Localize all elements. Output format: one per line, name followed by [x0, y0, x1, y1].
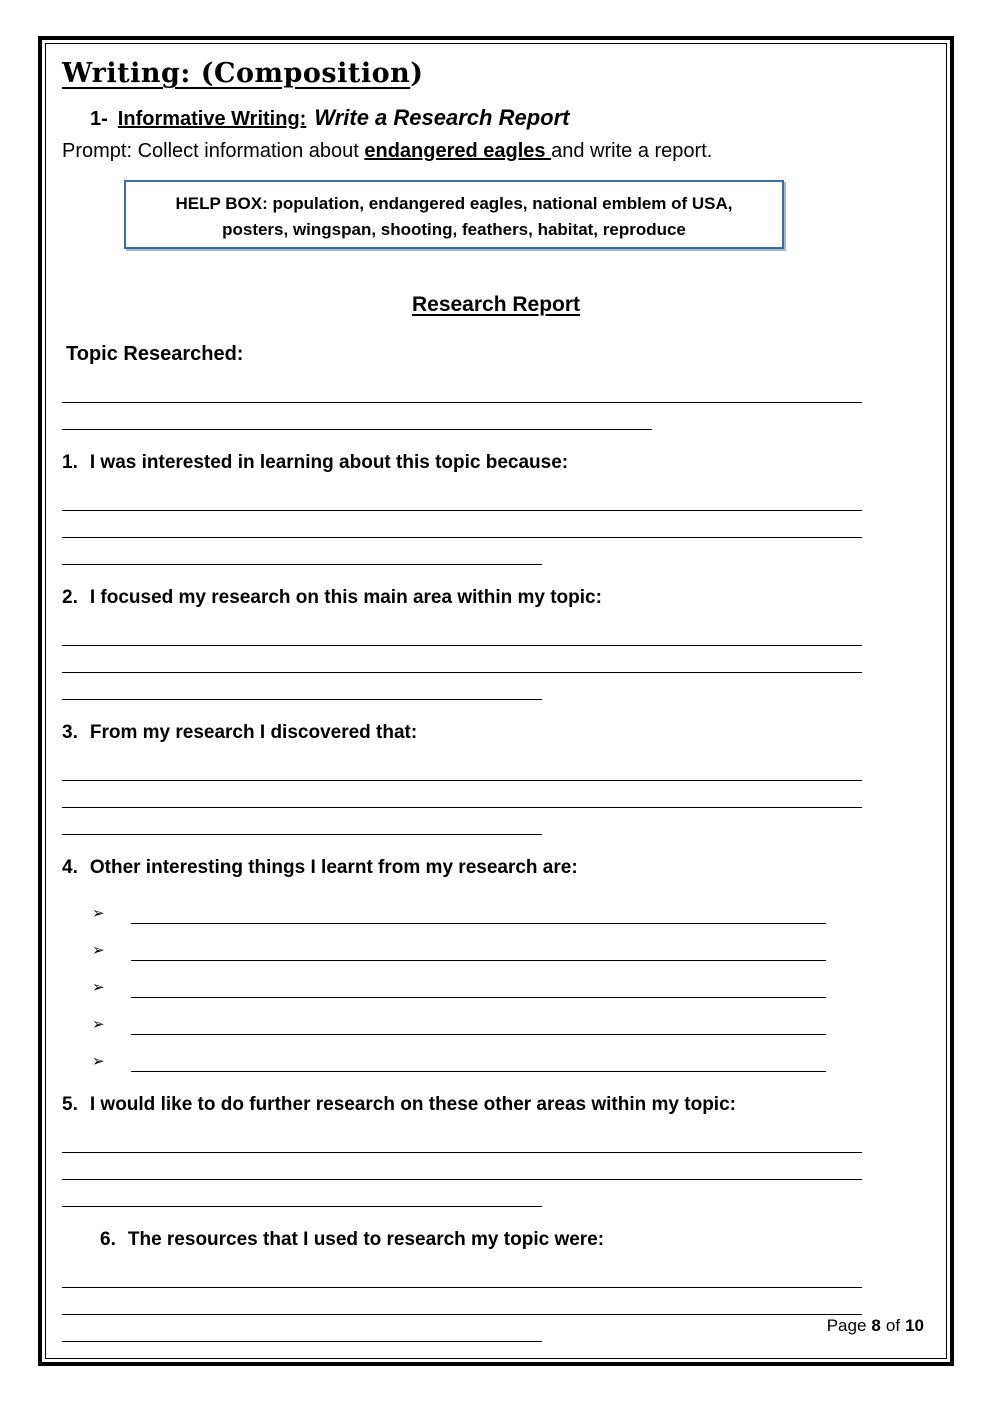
- bullet-line: [131, 931, 826, 961]
- footer-of-word: of: [885, 1316, 901, 1335]
- page-title-paren: ): [410, 58, 424, 89]
- item-4-bullets: [62, 887, 930, 1072]
- item-text: I would like to do further research on these other areas within my topic:: [89, 1093, 736, 1115]
- blank-line: [62, 619, 862, 646]
- item-2-lines: [62, 619, 930, 700]
- item-number: 3.: [62, 721, 78, 743]
- help-box: [124, 180, 784, 249]
- item-number: 6.: [100, 1228, 116, 1250]
- bullet-line: [131, 1005, 826, 1035]
- bullet-row: [92, 1035, 930, 1072]
- item-6-lines: [62, 1261, 930, 1342]
- footer-total-pages: 10: [905, 1316, 924, 1335]
- arrow-bullet-icon: ➢: [92, 904, 105, 922]
- item-label-6: [100, 1229, 930, 1251]
- arrow-bullet-icon: ➢: [92, 1052, 105, 1070]
- bullet-line: [131, 968, 826, 998]
- topic-lines: [62, 376, 930, 430]
- page-border-inner: [45, 43, 947, 1359]
- arrow-bullet-icon: ➢: [92, 941, 105, 959]
- item-label-2: [62, 587, 930, 609]
- item-3-lines: [62, 754, 930, 835]
- blank-line: [62, 781, 862, 808]
- blank-line: [62, 673, 542, 700]
- item-number: 4.: [62, 856, 78, 878]
- section-label: Informative Writing:: [117, 108, 307, 130]
- bullet-row: [92, 887, 930, 924]
- item-number: 5.: [62, 1093, 78, 1115]
- blank-line: [62, 403, 652, 430]
- item-text: The resources that I used to research my topic were:: [127, 1228, 605, 1250]
- item-number: 2.: [62, 586, 78, 608]
- item-number: 1.: [62, 451, 78, 473]
- item-text: Other interesting things I learnt from my research are:: [89, 856, 578, 878]
- bullet-row: [92, 924, 930, 961]
- report-heading-text: Research Report: [411, 292, 581, 316]
- blank-line: [62, 754, 862, 781]
- section-number: 1-: [90, 108, 108, 130]
- bullet-row: [92, 961, 930, 998]
- topic-label: Topic Researched:: [66, 342, 244, 365]
- blank-line: [62, 1261, 862, 1288]
- help-box-line2: posters, wingspan, shooting, feathers, habitat, reproduce: [222, 220, 686, 240]
- arrow-bullet-icon: ➢: [92, 1015, 105, 1033]
- item-label-5: [62, 1094, 930, 1116]
- item-label-3: [62, 722, 930, 744]
- item-text: I focused my research on this main area within my topic:: [89, 586, 602, 608]
- blank-line: [62, 1180, 542, 1207]
- page-footer: [827, 1316, 924, 1336]
- prompt-highlight: endangered eagles: [364, 140, 552, 162]
- item-text: I was interested in learning about this topic because:: [89, 451, 569, 473]
- arrow-bullet-icon: ➢: [92, 978, 105, 996]
- prompt-text: [62, 140, 930, 163]
- item-label-1: [62, 452, 930, 474]
- item-label-4: [62, 857, 930, 879]
- bullet-row: [92, 998, 930, 1035]
- report-heading: [62, 293, 930, 317]
- footer-page-number: 8: [871, 1316, 881, 1335]
- page-title-underlined: Writing: (Composition: [62, 58, 411, 89]
- blank-line: [62, 538, 542, 565]
- bullet-line: [131, 894, 826, 924]
- footer-page-word: Page: [826, 1316, 867, 1335]
- blank-line: [62, 1315, 542, 1342]
- prompt-prefix: Prompt: Collect information about: [62, 140, 365, 162]
- page-border-outer: [38, 36, 954, 1366]
- section-title: Write a Research Report: [314, 105, 570, 130]
- help-box-line1: HELP BOX: population, endangered eagles, national emblem of USA,: [175, 194, 733, 213]
- blank-line: [62, 511, 862, 538]
- blank-line: [62, 808, 542, 835]
- item-text: From my research I discovered that:: [89, 721, 418, 743]
- bullet-line: [131, 1042, 826, 1072]
- blank-line: [62, 484, 862, 511]
- blank-line: [62, 376, 862, 403]
- item-1-lines: [62, 484, 930, 565]
- blank-line: [62, 1288, 862, 1315]
- blank-line: [62, 1153, 862, 1180]
- prompt-suffix: and write a report.: [551, 140, 713, 162]
- blank-line: [62, 1126, 862, 1153]
- item-5-lines: [62, 1126, 930, 1207]
- page-title: [62, 58, 930, 89]
- section-heading: [90, 105, 930, 131]
- blank-line: [62, 646, 862, 673]
